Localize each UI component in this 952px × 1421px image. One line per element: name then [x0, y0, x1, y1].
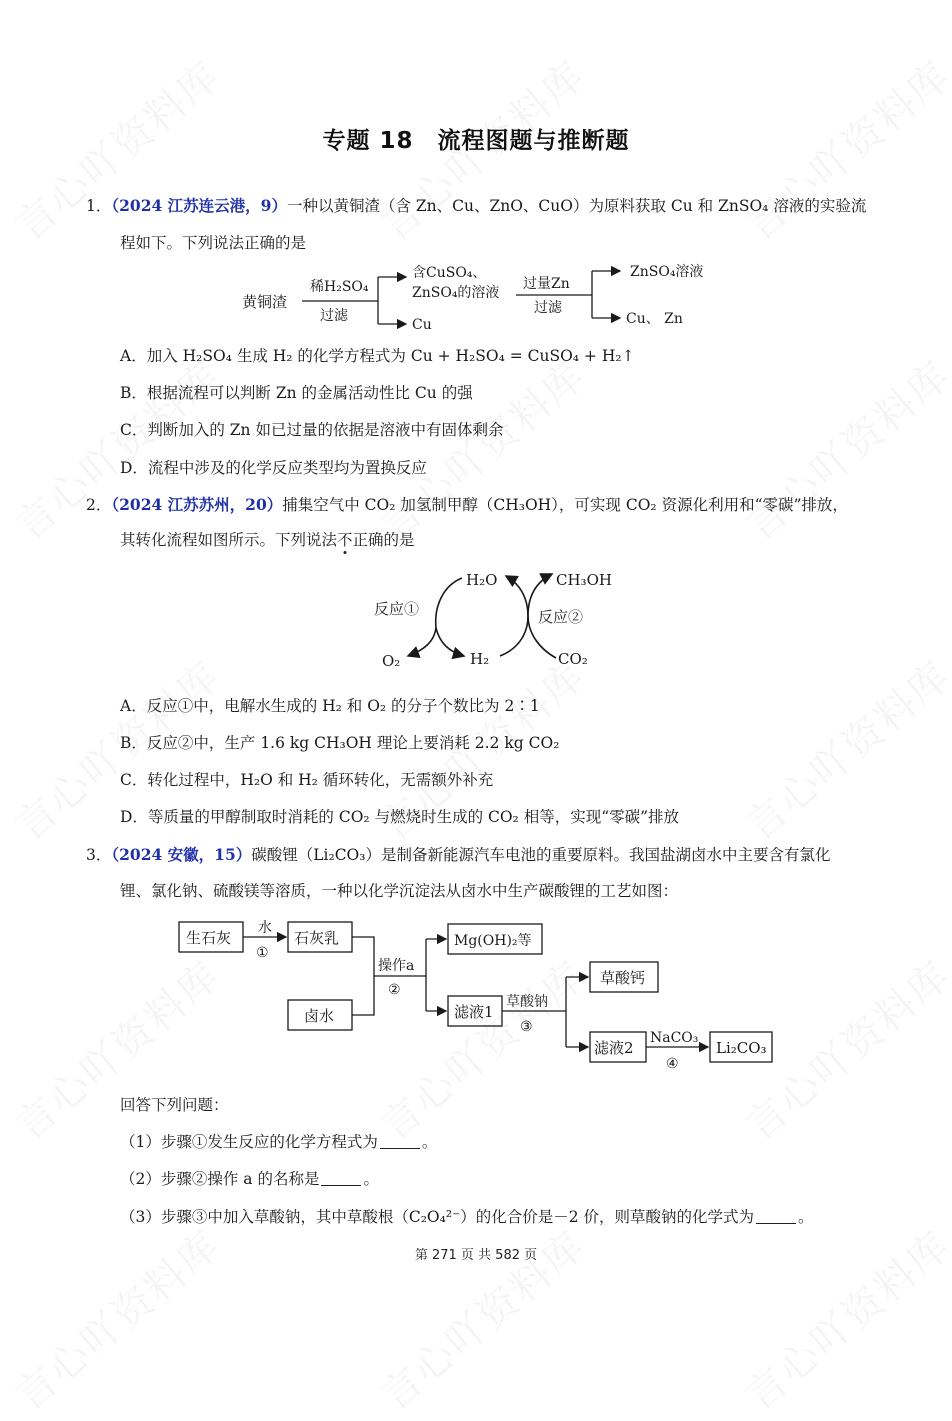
step-2-label: ② [388, 982, 401, 998]
subquestion-1 [120, 1130, 437, 1152]
product-label: Cu [412, 317, 432, 333]
product-label: Cu、 Zn [626, 311, 683, 327]
emphasis-mark: 不 [337, 531, 353, 549]
operation-label: 过滤 [320, 308, 348, 324]
subquestion-text: （2）步骤②操作 a 的名称是 [120, 1170, 320, 1188]
water-label: 水 [258, 920, 272, 936]
operation-label: 过滤 [534, 300, 562, 316]
watermark [366, 346, 596, 552]
li2co3-box: Li₂CO₃ [716, 1039, 767, 1057]
naco3-label: NaCO₃ [650, 1030, 699, 1046]
question-3-process-diagram [170, 910, 790, 1080]
lime-milk-box: 石灰乳 [294, 929, 340, 947]
question-number: 3． [86, 846, 112, 864]
question-text: 正确的是 [352, 531, 415, 549]
question-source: （2024 安徽，15） [111, 845, 252, 864]
punctuation: 。 [421, 1133, 438, 1151]
option-b: B．根据流程可以判断 Zn 的金属活动性比 Cu 的强 [120, 384, 473, 402]
subquestion-text: （3）步骤③中加入草酸钠，其中草酸根（C₂O₄²⁻）的化合价是－2 价，则草酸钠的化学式为 [120, 1208, 755, 1226]
step-4-label: ④ [666, 1056, 679, 1072]
watermark [731, 646, 952, 852]
solution-label: ZnSO₄的溶液 [412, 285, 500, 301]
question-1-stem-cont: 程如下。下列说法正确的是 [120, 234, 307, 252]
answer-intro: 回答下列问题： [120, 1096, 229, 1114]
subquestion-2 [120, 1167, 379, 1189]
brine-box: 卤水 [304, 1007, 335, 1025]
question-source: （2024 江苏苏州，20） [111, 495, 283, 514]
answer-blank[interactable] [321, 1171, 361, 1186]
quicklime-box: 生石灰 [186, 929, 232, 947]
page-title: 专题 18 流程图题与推断题 [322, 128, 630, 154]
question-2-stem-cont [120, 528, 415, 550]
step-1-label: ① [256, 945, 269, 961]
reagent-label: 稀H₂SO₄ [310, 279, 369, 295]
co2-label: CO₂ [558, 650, 588, 668]
subquestion-3 [120, 1205, 814, 1227]
reagent-label: 过量Zn [523, 276, 570, 292]
product-label: ZnSO₄溶液 [630, 264, 704, 280]
option-c: C．转化过程中，H₂O 和 H₂ 循环转化，无需额外补充 [120, 771, 494, 789]
question-text: 一种以黄铜渣（含 Zn、Cu、ZnO、CuO）为原料获取 Cu 和 ZnSO₄ 溶液的实验流 [286, 197, 867, 215]
solution-label: 含CuSO₄、 [412, 265, 487, 281]
page-number: 第 271 页 共 582 页 [414, 1248, 538, 1263]
reaction-1-label: 反应① [374, 600, 420, 618]
question-source: （2024 江苏连云港，9） [111, 196, 287, 215]
filtrate-1-box: 滤液1 [454, 1003, 494, 1021]
sodium-oxalate-label: 草酸钠 [506, 994, 548, 1010]
h2o-label: H₂O [466, 571, 498, 589]
question-number: 1． [86, 197, 112, 215]
calcium-oxalate-box: 草酸钙 [600, 969, 646, 987]
start-material: 黄铜渣 [242, 293, 288, 311]
question-2-cycle-diagram [360, 560, 630, 675]
question-3-stem [86, 843, 830, 865]
option-d: D．等质量的甲醇制取时消耗的 CO₂ 与燃烧时生成的 CO₂ 相等，实现“零碳”排放 [120, 808, 680, 826]
h2-label: H₂ [470, 650, 490, 668]
watermark [1, 346, 231, 552]
watermark [731, 346, 952, 552]
subquestion-text: （1）步骤①发生反应的化学方程式为 [120, 1133, 378, 1151]
ch3oh-label: CH₃OH [556, 571, 612, 589]
answer-blank[interactable] [380, 1134, 420, 1149]
operation-a-label: 操作a [378, 958, 415, 974]
o2-label: O₂ [382, 652, 401, 670]
question-text: 其转化流程如图所示。下列说法 [120, 531, 338, 549]
option-c: C．判断加入的 Zn 如已过量的依据是溶液中有固体剩余 [120, 421, 504, 439]
option-a: A．反应①中，电解水生成的 H₂ 和 O₂ 的分子个数比为 2∶1 [120, 697, 540, 715]
question-3-stem-cont: 锂、氯化钠、硫酸镁等溶质，一种以化学沉淀法从卤水中生产碳酸锂的工艺如图： [120, 882, 679, 900]
step-3-label: ③ [520, 1019, 533, 1035]
reaction-2-label: 反应② [538, 608, 584, 626]
question-text: 捕集空气中 CO₂ 加氢制甲醇（CH₃OH），可实现 CO₂ 资源化利用和“零碳”排放， [282, 496, 848, 514]
punctuation: 。 [798, 1208, 814, 1226]
mgoh-box: Mg(OH)₂等 [454, 933, 532, 949]
question-1-stem [86, 194, 866, 216]
question-number: 2． [86, 496, 112, 514]
question-1-flow-diagram [230, 255, 730, 340]
option-a: A．加入 H₂SO₄ 生成 H₂ 的化学方程式为 Cu + H₂SO₄ = CuSO₄ + H₂↑ [120, 347, 635, 365]
option-b: B．反应②中，生产 1.6 kg CH₃OH 理论上要消耗 2.2 kg CO₂ [120, 734, 560, 752]
punctuation: 。 [363, 1170, 379, 1188]
option-d: D．流程中涉及的化学反应类型均为置换反应 [120, 459, 427, 477]
filtrate-2-box: 滤液2 [594, 1039, 634, 1057]
question-text: 碳酸锂（Li₂CO₃）是制备新能源汽车电池的重要原料。我国盐湖卤水中主要含有氯化 [251, 846, 831, 864]
question-2-stem [86, 493, 848, 515]
answer-blank[interactable] [756, 1209, 796, 1224]
